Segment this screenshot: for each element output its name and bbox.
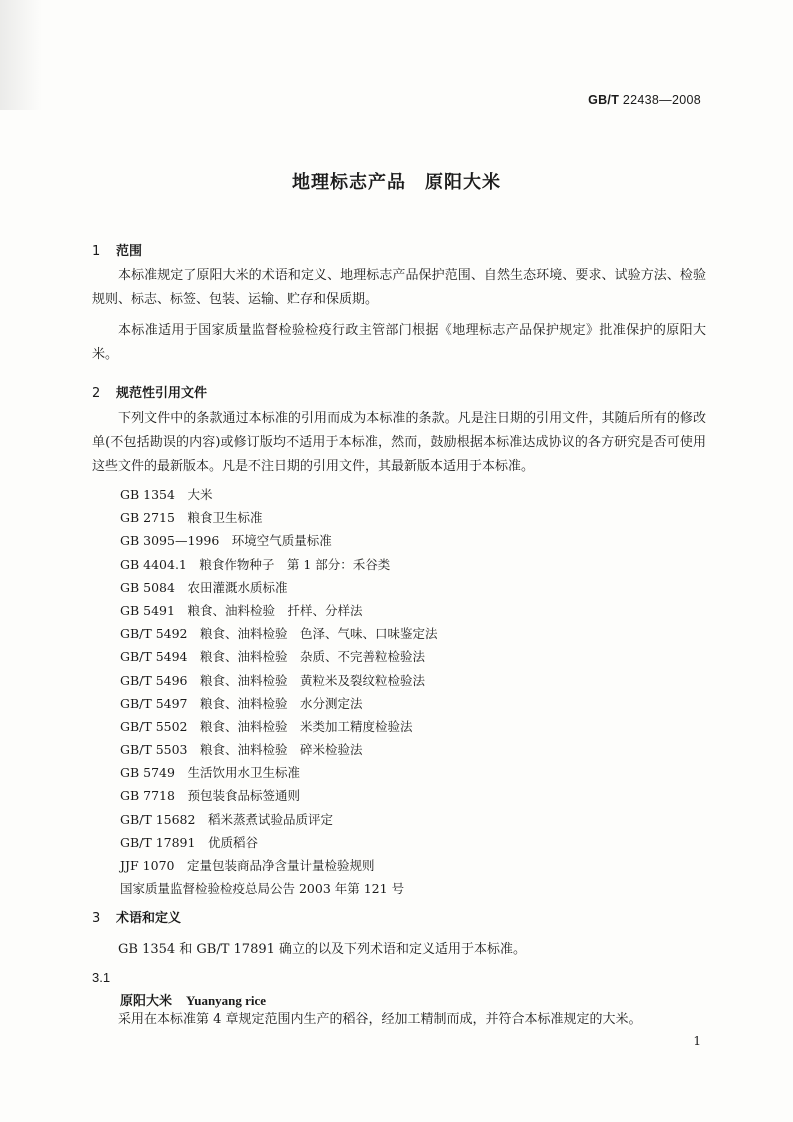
reference-item: GB/T 5496 粮食、油料检验 黄粒米及裂纹粒检验法 xyxy=(120,672,426,688)
section-3-paragraph-1: GB 1354 和 GB/T 17891 确立的以及下列术语和定义适用于本标准。 xyxy=(118,942,527,957)
reference-item: JJF 1070 定量包装商品净含量计量检验规则 xyxy=(120,858,375,873)
reference-item: GB/T 17891 优质稻谷 xyxy=(120,834,258,850)
term-number: 3.1 xyxy=(92,970,111,985)
reference-list xyxy=(120,483,438,900)
section-1-paragraph-2: 本标准适用于国家质量监督检验检疫行政主管部门根据《地理标志产品保护规定》批准保护的原阳大米。 xyxy=(92,323,706,362)
reference-item: GB/T 5497 粮食、油料检验 水分测定法 xyxy=(120,695,363,711)
reference-item: GB 1354 大米 xyxy=(120,487,213,502)
scan-shadow xyxy=(0,0,42,110)
section-2-heading: 2 规范性引用文件 xyxy=(92,386,208,401)
reference-item: GB 5084 农田灌溉水质标准 xyxy=(120,579,288,595)
reference-item: GB 5749 生活饮用水卫生标准 xyxy=(120,765,300,781)
section-3-heading: 3 术语和定义 xyxy=(92,911,182,926)
term-name: 原阳大米 Yuanyang rice xyxy=(120,993,267,1009)
reference-item: GB 7718 预包装食品标签通则 xyxy=(120,788,300,804)
reference-item: GB/T 5492 粮食、油料检验 色泽、气味、口味鉴定法 xyxy=(120,626,438,642)
document-title: 地理标志产品 原阳大米 xyxy=(292,172,501,193)
reference-item: GB 2715 粮食卫生标准 xyxy=(120,510,263,526)
reference-item: GB/T 5503 粮食、油料检验 碎米检验法 xyxy=(120,742,363,758)
reference-item: GB/T 5502 粮食、油料检验 米类加工精度检验法 xyxy=(120,718,413,734)
section-2-paragraph-1: 下列文件中的条款通过本标准的引用而成为本标准的条款。凡是注日期的引用文件，其随后所有的修改单(不包括勘误的内容)或修订版均不适用于本标准，然而，鼓励根据本标准达成协议的各方研究是否可使用这些文件的最新版本。凡是不注日期的引用文件，其最新版本适用于本标准。 xyxy=(92,411,706,474)
reference-item: GB 4404.1 粮食作物种子 第 1 部分：禾谷类 xyxy=(120,556,391,572)
page-number: 1 xyxy=(693,1034,701,1048)
reference-item: GB 5491 粮食、油料检验 扦样、分样法 xyxy=(120,602,363,618)
reference-item: GB/T 5494 粮食、油料检验 杂质、不完善粒检验法 xyxy=(120,649,426,665)
reference-item: GB 3095—1996 环境空气质量标准 xyxy=(120,533,332,549)
standard-code: GB/T 22438—2008 xyxy=(588,93,701,107)
reference-item: 国家质量监督检验检疫总局公告 2003 年第 121 号 xyxy=(120,881,405,897)
term-definition: 采用在本标准第 4 章规定范围内生产的稻谷，经加工精制而成，并符合本标准规定的大米。 xyxy=(118,1012,642,1027)
reference-item: GB/T 15682 稻米蒸煮试验品质评定 xyxy=(120,811,333,827)
section-1-paragraph-1: 本标准规定了原阳大米的术语和定义、地理标志产品保护范围、自然生态环境、要求、试验方法、检验规则、标志、标签、包装、运输、贮存和保质期。 xyxy=(92,268,706,307)
section-1-heading: 1 范围 xyxy=(92,244,143,259)
